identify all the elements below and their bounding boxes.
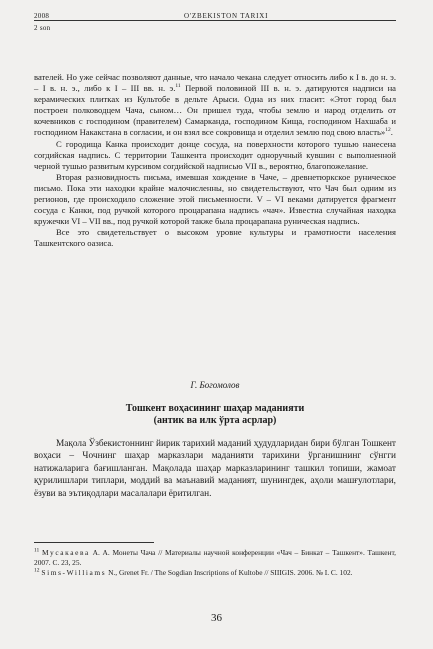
paragraph-3: Вторая разновидность письма, имевшая хождение в Чаче, – древнетюркское руническое письмо. Пока эти находки крайне малочисленны, но свидетельствуют, что Чач был одним из регионов, где происходило сложение этой письменности. V – VI веками датируется фрагмент сосуда с Канки, под ручкой которого процарапана надпись «чач». Известна случайная находка кружечки VI – VII вв., под ручкой которой также была процарапана руническая надпись. <box>34 171 396 227</box>
footnote-ref-12: 12 <box>385 127 391 134</box>
page-number: 36 <box>211 612 222 624</box>
footnote-rule <box>34 542 154 543</box>
footnote-12-number: 12 <box>34 567 40 574</box>
footnote-ref-11: 11 <box>175 83 181 90</box>
article-title <box>34 403 396 427</box>
footnote-12 <box>34 568 396 578</box>
footnote-11 <box>34 548 396 568</box>
paragraph-1-text-cont: Первой половиной III в. н. э. датируются надписи на керамических плитках из Культобе в дельте Арыси. Одна из них гласит: «Этот город был построен полководцем Чача, сыном… Он пришел туда, чтобы землю и народ отделить от кочевников с господином (правителем) Самарканда, господином Кища, господином Нахшаба и господином Накакстана в согласии, и он взял все сокровища и отделил землю под свою власть» <box>34 83 397 138</box>
article-title-line-2: (антик ва илк ўрта асрлар) <box>153 415 277 426</box>
footnote-11-author: Мусакаева <box>42 548 90 557</box>
header-journal-title: O'ZBEKISTON TARIXI <box>184 12 269 20</box>
paragraph-2: С городища Канка происходит донце сосуда, на поверхности которого тушью нанесена согдийская надпись. С территории Ташкента происходит одноручный кувшин с выполненной черной тушью развитым курсивом согдийской надписью VII в., вероятно, благопожелание. <box>34 138 396 171</box>
article-author: Г. Богомолов <box>190 380 240 390</box>
article-abstract: Мақола Ўзбекистоннинг йирик тарихий маданий ҳудудларидан бири бўлган Тошкент воҳаси – Чочнинг шаҳар марказлари маданияти тарихини ўрганишнинг сўнгги натижаларига бағишланган. Мақолада шаҳар марказларининг ташкил топиши, жамоат қурилишлари типлари, моддий ва маънавий маданият, шунингдек, аҳоли машғулотлари, ёзуви ва эътиқодлари масалалари ёритилган. <box>34 439 396 499</box>
header-issue: 2 son <box>34 24 51 32</box>
header-rule <box>34 20 396 21</box>
paragraph-1-text: вателей. Но уже сейчас позволяют данные, что начало чекана следует относить либо к I в. до н. э. – I в. н. э., либо к I – III вв. н. э. <box>34 72 396 94</box>
footnotes <box>34 548 396 578</box>
footnote-12-text: N., Grenet Fr. / The Sogdian Inscriptions of Kultobe // SIIIGIS. 2006. № I. C. 102. <box>106 568 353 577</box>
header-year: 2008 <box>34 12 50 20</box>
article-body <box>34 72 396 250</box>
paragraph-1-end: . <box>390 127 393 138</box>
article-title-line-1: Тошкент воҳасининг шаҳар маданияти <box>125 403 305 414</box>
footnote-12-author: Sims-Williams <box>41 568 107 577</box>
paragraph-1 <box>34 72 396 139</box>
footnote-11-text: А. А. Монеты Чача // Материалы научной конференции «Чач – Бинкат – Ташкент». Ташкент, 2007. С. 23, 25. <box>34 548 396 567</box>
paragraph-4: Все это свидетельствует о высоком уровне культуры и грамотности населения Ташкентского оазиса. <box>34 227 396 249</box>
footnote-11-number: 11 <box>34 547 40 554</box>
